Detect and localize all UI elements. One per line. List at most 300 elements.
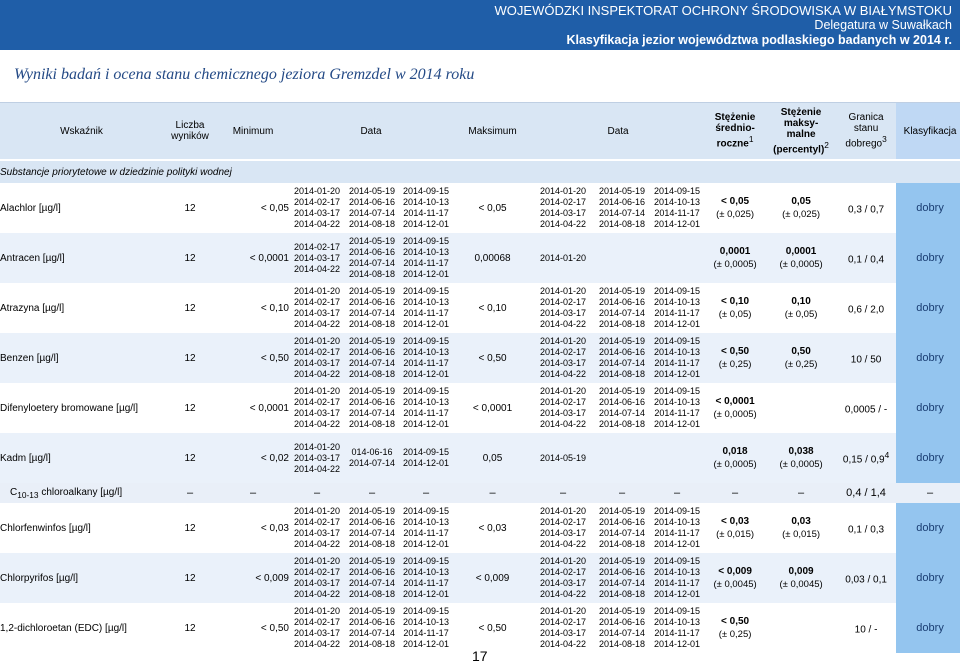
- average-uncertainty: (± 0,015): [716, 529, 755, 540]
- date: 2014-08-18: [599, 369, 646, 379]
- dash: –: [594, 483, 650, 503]
- date-list: [594, 233, 650, 283]
- date-list: [594, 283, 650, 333]
- date-list: [594, 553, 650, 603]
- date: 2014-09-15: [402, 447, 450, 457]
- date: 2014-11-17: [403, 408, 449, 418]
- dash: –: [532, 483, 594, 503]
- average-uncertainty: (± 0,25): [718, 359, 752, 370]
- date: 2014-02-17: [293, 347, 341, 357]
- date: 2014-10-13: [654, 197, 701, 207]
- dash: –: [217, 483, 289, 503]
- date: 2014-08-18: [599, 319, 646, 329]
- minimum-value: < 0,10: [260, 302, 289, 314]
- date-list: [289, 283, 345, 333]
- date: 2014-07-14: [348, 528, 396, 538]
- max-value: 0,05: [791, 196, 811, 207]
- date-list: [532, 233, 594, 283]
- col-stez-max: Stężenie maksy- malne (percentyl)$^2$: [766, 103, 836, 161]
- average-value: < 0,50: [721, 616, 750, 627]
- indicator-name: Alachlor [µg/l]: [0, 202, 61, 214]
- average-value: 0,0001: [719, 246, 751, 257]
- max-value: 0,009: [788, 566, 814, 577]
- result-count: 12: [184, 622, 196, 634]
- max-concentration: [766, 553, 836, 603]
- average-concentration: [704, 383, 766, 433]
- date-list: [594, 503, 650, 553]
- date: 2014-03-17: [540, 408, 587, 418]
- date-list: [399, 333, 453, 383]
- date: 2014-09-15: [402, 556, 450, 566]
- result-count: 12: [184, 572, 196, 584]
- date: 2014-06-16: [599, 197, 646, 207]
- good-status-limit: [836, 233, 896, 283]
- limit-value: 0,6 / 2,0: [847, 304, 885, 316]
- date: 2014-11-17: [654, 408, 700, 418]
- chloroalkany-row: [0, 483, 960, 503]
- date: 2014-11-17: [403, 208, 449, 218]
- date: 2014-05-19: [599, 606, 646, 616]
- date: 2014-03-17: [293, 358, 341, 368]
- maximum-value: < 0,009: [475, 572, 510, 584]
- date: 2014-03-17: [540, 528, 587, 538]
- date: 2014-05-19: [348, 606, 396, 616]
- date: 2014-12-01: [654, 369, 701, 379]
- max-concentration: [766, 183, 836, 233]
- date: 2014-04-22: [293, 263, 341, 274]
- date-list: [532, 283, 594, 333]
- date-list: [594, 603, 650, 653]
- date: 2014-07-14: [599, 308, 646, 318]
- good-status-limit: [836, 553, 896, 603]
- col-stez-srednie: Stężenie średnio- roczne$^1$: [704, 103, 766, 161]
- date-list: [594, 383, 650, 433]
- date-list: [289, 183, 345, 233]
- date: 2014-09-15: [654, 556, 701, 566]
- date: 2014-08-18: [348, 539, 396, 549]
- date: 2014-06-16: [599, 347, 646, 357]
- date: 2014-06-16: [599, 517, 646, 527]
- date: 2014-04-22: [293, 539, 341, 549]
- date: 2014-07-14: [599, 578, 646, 588]
- date: 2014-01-20: [540, 506, 587, 516]
- date: 2014-09-15: [654, 336, 701, 346]
- date-list: [532, 183, 594, 233]
- average-uncertainty: (± 0,025): [716, 209, 755, 220]
- date-list: [399, 433, 453, 483]
- date: 2014-07-14: [348, 208, 396, 218]
- date-list: [289, 603, 345, 653]
- average-concentration: [704, 233, 766, 283]
- date: 2014-03-17: [293, 408, 341, 418]
- date: 2014-02-17: [540, 347, 587, 357]
- limit-value: 0,1 / 0,4: [847, 254, 885, 266]
- classification: dobry: [896, 183, 960, 233]
- date: 2014-02-17: [293, 517, 341, 527]
- result-count: 12: [184, 202, 196, 214]
- date: 2014-05-19: [348, 506, 396, 516]
- date: 2014-10-13: [402, 617, 450, 627]
- date: 2014-01-20: [540, 606, 587, 616]
- col-klasyfikacja: Klasyfikacja: [896, 103, 960, 161]
- chloroalkany-name: $C_{10-13}$ chloroalkany [µg/l]: [0, 483, 163, 503]
- section-row: [0, 160, 960, 183]
- results-table: [0, 102, 960, 653]
- date: 2014-12-01: [402, 219, 450, 229]
- classification: dobry: [896, 383, 960, 433]
- table-row: [0, 183, 960, 233]
- classification: dobry: [896, 503, 960, 553]
- average-concentration: [704, 183, 766, 233]
- average-concentration: [704, 553, 766, 603]
- date-list: [345, 283, 399, 333]
- date: 2014-12-01: [654, 589, 701, 599]
- date: 2014-07-14: [599, 358, 646, 368]
- limit-value: 0,0005 / -: [844, 404, 888, 416]
- col-wskaznik: Wskaźnik: [0, 103, 163, 161]
- table-row: [0, 383, 960, 433]
- classification: dobry: [896, 233, 960, 283]
- good-status-limit: [836, 333, 896, 383]
- date: 2014-06-16: [348, 567, 396, 577]
- date: 2014-04-22: [540, 319, 587, 329]
- date: 2014-05-19: [348, 336, 396, 346]
- date: 2014-01-20: [293, 556, 341, 566]
- date: 2014-09-15: [654, 186, 701, 196]
- good-status-limit: [836, 433, 896, 483]
- limit-value: 0,3 / 0,7: [847, 204, 885, 216]
- date: 2014-10-13: [402, 247, 450, 257]
- date: 2014-08-18: [348, 219, 396, 229]
- date: 2014-04-22: [540, 369, 587, 379]
- date-list: [650, 283, 704, 333]
- limit-value: 10 / -: [854, 624, 878, 636]
- date: 2014-10-13: [402, 517, 450, 527]
- dash: –: [650, 483, 704, 503]
- average-value: 0,018: [722, 446, 748, 457]
- dash: –: [704, 483, 766, 503]
- date: 2014-08-18: [348, 319, 396, 329]
- date: 2014-05-19: [599, 286, 646, 296]
- date: 2014-12-01: [402, 639, 450, 649]
- date: 2014-02-17: [540, 617, 587, 627]
- result-count: 12: [184, 522, 196, 534]
- date: 2014-03-17: [293, 628, 341, 638]
- date: 2014-01-20: [540, 286, 587, 296]
- date: 2014-06-16: [348, 247, 396, 257]
- page-title: Wyniki badań i ocena stanu chemicznego jeziora Gremzdel w 2014 roku: [14, 66, 475, 83]
- date: 2014-03-17: [540, 578, 587, 588]
- date: 2014-07-14: [348, 628, 396, 638]
- date: 2014-03-17: [293, 528, 341, 538]
- date-list: [650, 503, 704, 553]
- date: 2014-02-17: [293, 617, 341, 627]
- date: 2014-08-18: [599, 639, 646, 649]
- good-status-limit: [836, 183, 896, 233]
- dash: –: [289, 483, 345, 503]
- date: 2014-04-22: [540, 419, 587, 429]
- date: 2014-08-18: [348, 369, 396, 379]
- date: 2014-04-22: [293, 463, 341, 474]
- date-list: [532, 383, 594, 433]
- date: 2014-09-15: [402, 336, 450, 346]
- date: 2014-04-22: [540, 219, 587, 229]
- header-row: [0, 103, 960, 161]
- date-list: [399, 553, 453, 603]
- date-list: [399, 383, 453, 433]
- dash: –: [163, 483, 217, 503]
- date: 2014-04-22: [293, 219, 341, 229]
- date: 2014-05-19: [348, 186, 396, 196]
- date: 2014-12-01: [402, 369, 450, 379]
- maximum-value: < 0,05: [478, 202, 507, 214]
- date: 2014-02-17: [293, 397, 341, 407]
- date: 2014-02-17: [540, 567, 587, 577]
- indicator-name: Antracen [µg/l]: [0, 252, 65, 264]
- date: 2014-04-22: [540, 589, 587, 599]
- max-concentration: [766, 503, 836, 553]
- average-concentration: [704, 283, 766, 333]
- maximum-value: < 0,03: [478, 522, 507, 534]
- maximum-value: < 0,0001: [472, 402, 513, 414]
- max-value: 0,0001: [785, 246, 817, 257]
- date: 2014-02-17: [540, 197, 587, 207]
- max-uncertainty: (± 0,0045): [779, 579, 823, 590]
- indicator-name: Atrazyna [µg/l]: [0, 302, 65, 314]
- date: 2014-03-17: [293, 208, 341, 218]
- date: 2014-03-17: [540, 628, 587, 638]
- minimum-value: < 0,02: [260, 452, 289, 464]
- date-list: [532, 603, 594, 653]
- other-substances: [0, 503, 960, 653]
- max-value: 0,03: [791, 516, 811, 527]
- date-list: [345, 183, 399, 233]
- date-list: [345, 383, 399, 433]
- date-list: [532, 503, 594, 553]
- date: 2014-03-17: [540, 208, 587, 218]
- average-concentration: [704, 333, 766, 383]
- date-list: [650, 183, 704, 233]
- date: 2014-10-13: [402, 297, 450, 307]
- date: 2014-01-20: [293, 441, 341, 452]
- date: 2014-06-16: [348, 617, 396, 627]
- date-list: [650, 233, 704, 283]
- date: 2014-04-22: [293, 419, 341, 429]
- date: 2014-08-18: [348, 589, 396, 599]
- date: 2014-01-20: [540, 386, 587, 396]
- branch-name: Delegatura w Suwałkach: [814, 18, 952, 32]
- date: 2014-01-20: [540, 556, 587, 566]
- date: 2014-01-20: [293, 186, 341, 196]
- date-list: [345, 233, 399, 283]
- date: 2014-07-14: [348, 308, 396, 318]
- table-row: [0, 433, 960, 483]
- date: 2014-11-17: [403, 628, 449, 638]
- date: 2014-12-01: [654, 539, 701, 549]
- page-number: 17: [472, 648, 488, 664]
- dash: –: [345, 483, 399, 503]
- priority-substances: [0, 183, 960, 483]
- date: 2014-11-17: [654, 628, 700, 638]
- good-status-limit: [836, 283, 896, 333]
- date-list: [399, 503, 453, 553]
- date-list: [650, 433, 704, 483]
- section-title: Substancje priorytetowe w dziedzinie polityki wodnej: [0, 160, 960, 183]
- max-concentration: [766, 233, 836, 283]
- date: 2014-10-13: [402, 347, 450, 357]
- classification: dobry: [896, 553, 960, 603]
- result-count: 12: [184, 402, 196, 414]
- date: 2014-12-01: [654, 219, 701, 229]
- minimum-value: < 0,009: [255, 572, 289, 584]
- average-concentration: [704, 603, 766, 653]
- result-count: 12: [184, 302, 196, 314]
- date: 2014-12-01: [654, 639, 701, 649]
- date: 2014-03-17: [293, 308, 341, 318]
- date: 2014-08-18: [348, 269, 396, 279]
- date: 2014-04-22: [293, 589, 341, 599]
- classification: dobry: [896, 333, 960, 383]
- date: 2014-09-15: [654, 386, 701, 396]
- date: 2014-04-22: [540, 639, 587, 649]
- indicator-name: Chlorfenwinfos [µg/l]: [0, 522, 91, 534]
- date-list: [650, 603, 704, 653]
- col-granica: Granica stanu dobrego$^3$: [836, 103, 896, 161]
- max-concentration: [766, 283, 836, 333]
- average-value: < 0,10: [721, 296, 750, 307]
- institution-name: WOJEWÓDZKI INSPEKTORAT OCHRONY ŚRODOWISKA W BIAŁYMSTOKU: [494, 3, 952, 18]
- max-uncertainty: (± 0,25): [784, 359, 818, 370]
- date: 2014-04-22: [293, 639, 341, 649]
- max-uncertainty: (± 0,015): [782, 529, 821, 540]
- limit-footnote: 4: [884, 450, 890, 461]
- good-status-limit: [836, 503, 896, 553]
- date-list: [399, 283, 453, 333]
- date: 2014-02-17: [293, 197, 341, 207]
- max-uncertainty: (± 0,0005): [779, 459, 823, 470]
- date: 2014-04-22: [540, 539, 587, 549]
- date-list: [345, 603, 399, 653]
- date: 2014-07-14: [599, 528, 646, 538]
- date: 2014-11-17: [654, 208, 700, 218]
- date: 2014-01-20: [293, 506, 341, 516]
- date: 2014-09-15: [402, 286, 450, 296]
- max-uncertainty: (± 0,0005): [779, 259, 823, 270]
- date: 2014-12-01: [402, 319, 450, 329]
- date: 2014-07-14: [599, 208, 646, 218]
- date: 2014-02-17: [293, 567, 341, 577]
- date-list: [650, 553, 704, 603]
- date: 2014-11-17: [403, 358, 449, 368]
- header-banner: [0, 0, 960, 50]
- indicator-name: Benzen [µg/l]: [0, 352, 59, 364]
- date: 2014-02-17: [540, 397, 587, 407]
- date: 2014-06-16: [599, 567, 646, 577]
- table-row: [0, 233, 960, 283]
- date: 2014-02-17: [540, 297, 587, 307]
- date: 2014-05-19: [348, 286, 396, 296]
- table-row: [0, 333, 960, 383]
- date-list: [345, 333, 399, 383]
- date-list: [289, 333, 345, 383]
- average-value: < 0,50: [721, 346, 750, 357]
- max-uncertainty: (± 0,05): [784, 309, 818, 320]
- indicator-name: 1,2-dichloroetan (EDC) [µg/l]: [0, 622, 127, 634]
- average-uncertainty: (± 0,0005): [713, 259, 757, 270]
- table-row: [0, 553, 960, 603]
- average-uncertainty: (± 0,0045): [713, 579, 757, 590]
- average-value: < 0,0001: [715, 396, 755, 407]
- minimum-value: < 0,50: [260, 352, 289, 364]
- date: 2014-12-01: [654, 319, 701, 329]
- average-uncertainty: (± 0,0005): [713, 459, 757, 470]
- col-liczba: Liczba wyników: [163, 103, 217, 161]
- date-list: [650, 383, 704, 433]
- average-uncertainty: (± 0,0005): [713, 409, 757, 420]
- date: 2014-06-16: [599, 397, 646, 407]
- date: 2014-10-13: [654, 297, 701, 307]
- date: 2014-11-17: [403, 308, 449, 318]
- max-concentration: [766, 433, 836, 483]
- date-list: [650, 333, 704, 383]
- good-status-limit: [836, 603, 896, 653]
- table-row: [0, 603, 960, 653]
- indicator-name: Kadm [µg/l]: [0, 452, 51, 464]
- max-value: 0,10: [791, 296, 811, 307]
- good-status-limit: [836, 383, 896, 433]
- maximum-value: 0,05: [482, 452, 503, 464]
- date-list: [289, 383, 345, 433]
- date-list: [399, 183, 453, 233]
- date-list: [345, 503, 399, 553]
- date: 2014-09-15: [402, 186, 450, 196]
- date: 2014-01-20: [540, 186, 587, 196]
- chloroalkany-granica: 0,4 / 1,4: [836, 483, 896, 503]
- minimum-value: < 0,03: [260, 522, 289, 534]
- table-row: [0, 503, 960, 553]
- average-value: < 0,05: [721, 196, 750, 207]
- date-list: [532, 553, 594, 603]
- minimum-value: < 0,0001: [249, 252, 289, 264]
- date: 2014-01-20: [293, 336, 341, 346]
- date: 2014-10-13: [654, 397, 701, 407]
- maximum-value: < 0,10: [478, 302, 507, 314]
- date: 2014-12-01: [402, 458, 450, 468]
- date: 2014-07-14: [348, 578, 396, 588]
- result-count: 12: [184, 352, 196, 364]
- date-list: [345, 553, 399, 603]
- date: 2014-11-17: [403, 258, 449, 268]
- date: 2014-08-18: [599, 419, 646, 429]
- classification: dobry: [896, 603, 960, 653]
- date: 2014-03-17: [293, 452, 341, 463]
- dash: –: [896, 483, 960, 503]
- limit-value: 0,15 / 0,9: [842, 454, 885, 466]
- date: 2014-10-13: [402, 397, 450, 407]
- date-list: [594, 183, 650, 233]
- average-value: < 0,009: [718, 566, 752, 577]
- date: 2014-10-13: [654, 517, 701, 527]
- max-concentration: [766, 333, 836, 383]
- date: 2014-03-17: [293, 252, 341, 263]
- date: 2014-12-01: [402, 589, 450, 599]
- date: 2014-05-19: [348, 556, 396, 566]
- dash: –: [399, 483, 453, 503]
- date: 2014-09-15: [402, 386, 450, 396]
- date: 2014-03-17: [540, 358, 587, 368]
- date: 2014-02-17: [293, 241, 341, 252]
- date: 2014-04-22: [293, 319, 341, 329]
